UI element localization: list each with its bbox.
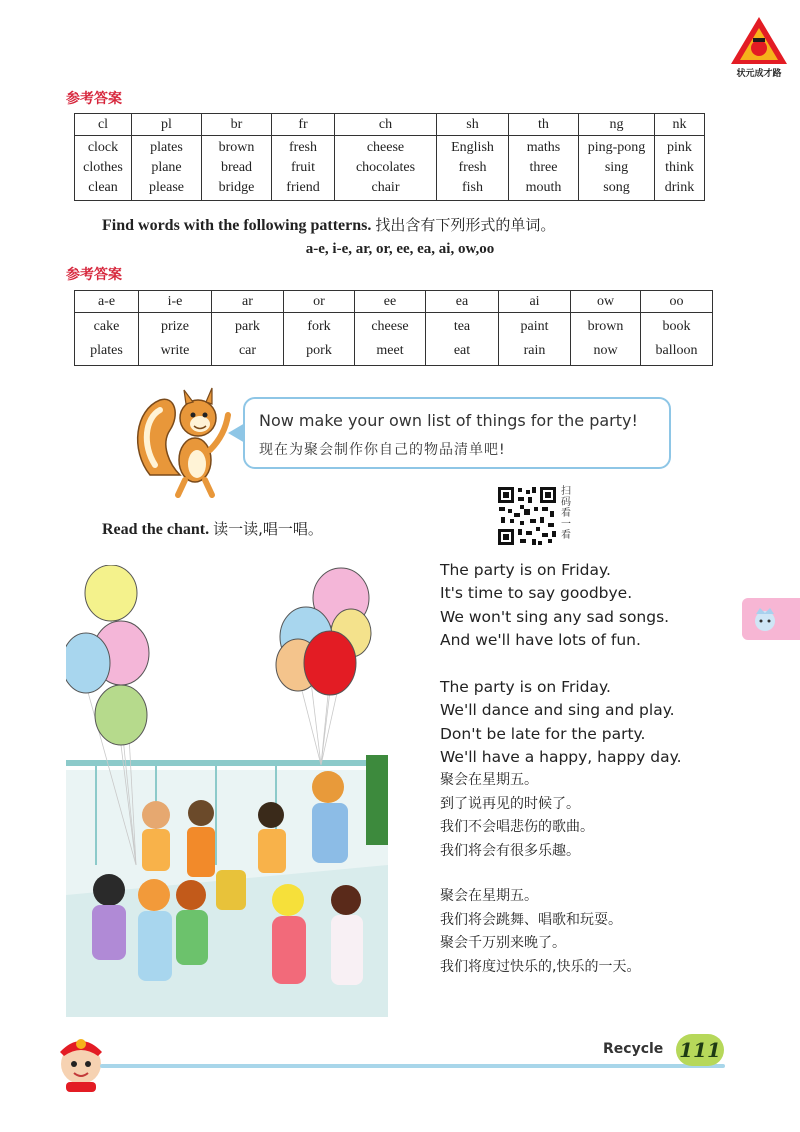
word: drink: [664, 180, 695, 195]
crown-face-icon: [750, 604, 780, 634]
qr-code-icon[interactable]: [496, 485, 558, 547]
word: three: [529, 160, 558, 175]
word-cell: [335, 136, 437, 201]
chant-instruction: [102, 518, 323, 539]
chant-zh-line: 聚会在星期五。: [440, 888, 538, 904]
word: think: [665, 160, 694, 175]
header-cell: ai: [499, 291, 571, 313]
word: pink: [667, 140, 692, 155]
word: clock: [87, 140, 119, 155]
header-cell: ee: [355, 291, 426, 313]
word: fish: [462, 180, 483, 195]
table-header-row: [75, 291, 713, 313]
bubble-text-zh: 现在为聚会制作你自己的物品清单吧!: [259, 442, 506, 458]
header-cell: br: [202, 114, 272, 136]
unit-label: Recycle: [603, 1041, 664, 1057]
chant-line: And we'll have lots of fun.: [440, 631, 641, 650]
logo-triangle-icon: [728, 14, 790, 68]
header-cell: oo: [641, 291, 713, 313]
chant-line: The party is on Friday.: [440, 561, 611, 579]
word-cell: [437, 136, 509, 201]
word-cell: [284, 313, 355, 366]
chant-line: Don't be late for the party.: [440, 724, 646, 743]
word: plates: [150, 140, 183, 155]
header-cell: ow: [571, 291, 641, 313]
word: friend: [286, 180, 320, 195]
chant-line: The party is on Friday.: [440, 678, 611, 696]
word: ping-pong: [587, 140, 646, 155]
publisher-logo: [728, 14, 790, 84]
chant-zh-line: 聚会在星期五。: [440, 772, 538, 788]
word-cell: [509, 136, 579, 201]
word: cheese: [371, 319, 409, 334]
word: cake: [93, 319, 120, 334]
qr-label: 扫码看一看: [561, 486, 571, 541]
word: tea: [453, 319, 471, 334]
answer-label-1: 参考答案: [66, 91, 122, 107]
table-header-row: [75, 114, 705, 136]
word-cell: [272, 136, 335, 201]
header-cell: i-e: [139, 291, 212, 313]
header-cell: or: [284, 291, 355, 313]
word-cell: [139, 313, 212, 366]
chant-verse-1: [440, 559, 740, 653]
word-cell: [202, 136, 272, 201]
party-illustration: [66, 565, 388, 1017]
word: rain: [523, 343, 546, 358]
chant-translation-2: [440, 885, 740, 979]
word: fork: [307, 319, 331, 334]
word: park: [235, 319, 260, 334]
table-row: [75, 136, 705, 201]
word: meet: [376, 343, 404, 358]
read-chant-en: Read the chant.: [102, 521, 210, 538]
word: write: [160, 343, 190, 358]
word: fresh: [289, 140, 317, 155]
header-cell: ng: [579, 114, 655, 136]
word-cell: [641, 313, 713, 366]
word: paint: [520, 319, 549, 334]
page-number: 111: [676, 1034, 724, 1066]
word: maths: [526, 140, 561, 155]
read-chant-zh: 读一读,唱一唱。: [213, 520, 323, 538]
word: clean: [88, 180, 118, 195]
side-tab: [742, 598, 800, 640]
consonant-blend-table: [74, 113, 705, 201]
word: clothes: [83, 160, 123, 175]
chant-translation-1: [440, 769, 740, 863]
chant-verse-2: [440, 676, 740, 770]
header-cell: cl: [75, 114, 132, 136]
header-cell: pl: [132, 114, 202, 136]
answer-label-2: 参考答案: [66, 267, 122, 283]
chant-zh-line: 我们将度过快乐的,快乐的一天。: [440, 958, 641, 975]
word-cell: [75, 313, 139, 366]
word-cell: [212, 313, 284, 366]
word-cell: [499, 313, 571, 366]
instruction-zh: 找出含有下列形式的单词。: [375, 216, 556, 234]
table-row: [75, 313, 713, 366]
word-cell: [579, 136, 655, 201]
speech-bubble: [243, 397, 671, 469]
header-cell: ar: [212, 291, 284, 313]
word: eat: [453, 343, 471, 358]
word-cell: [571, 313, 641, 366]
word: cheese: [366, 140, 405, 155]
word: fruit: [290, 160, 316, 175]
word: mouth: [525, 180, 562, 195]
bubble-text-en: Now make your own list of things for the party!: [259, 411, 638, 430]
header-cell: nk: [655, 114, 705, 136]
word: fresh: [458, 160, 487, 175]
chant-line: It's time to say goodbye.: [440, 584, 633, 603]
word: prize: [161, 319, 189, 334]
word: plane: [151, 160, 182, 175]
footer-line: [100, 1064, 725, 1068]
word: bread: [220, 160, 253, 175]
header-cell: th: [509, 114, 579, 136]
word-cell: [426, 313, 499, 366]
word: brown: [218, 140, 255, 155]
word: chocolates: [355, 160, 416, 175]
logo-text: 状元成才路: [736, 69, 782, 79]
word: pork: [306, 343, 332, 358]
word-cell: [355, 313, 426, 366]
word: chair: [371, 180, 400, 195]
word: please: [149, 180, 184, 195]
instruction-en: Find words with the following patterns.: [102, 217, 372, 234]
chant-zh-line: 到了说再见的时候了。: [440, 795, 580, 812]
header-cell: ch: [335, 114, 437, 136]
chant-zh-line: 我们不会唱悲伤的歌曲。: [440, 819, 594, 836]
mascot-icon: [52, 1030, 110, 1092]
word: now: [593, 343, 618, 358]
word: car: [238, 343, 257, 358]
pattern-instruction: [102, 214, 555, 235]
chant-line: We'll dance and sing and play.: [440, 701, 675, 720]
chant-zh-line: 聚会千万别来晚了。: [440, 935, 566, 952]
chant-line: We won't sing any sad songs.: [440, 607, 670, 626]
word: sing: [604, 160, 629, 175]
chant-zh-line: 我们将会跳舞、唱歌和玩耍。: [440, 911, 622, 928]
header-cell: ea: [426, 291, 499, 313]
chant-line: We'll have a happy, happy day.: [440, 748, 682, 767]
header-cell: fr: [272, 114, 335, 136]
word: bridge: [218, 180, 255, 195]
word: English: [451, 140, 494, 155]
word: song: [603, 180, 630, 195]
word: plates: [90, 343, 123, 358]
word: brown: [587, 319, 624, 334]
word: book: [662, 319, 691, 334]
pattern-list: a-e, i-e, ar, or, ee, ea, ai, ow,oo: [305, 241, 495, 257]
chant-zh-line: 我们将会有很多乐趣。: [440, 842, 580, 859]
word-cell: [132, 136, 202, 201]
word-cell: [655, 136, 705, 201]
header-cell: sh: [437, 114, 509, 136]
vowel-pattern-table: [74, 290, 713, 366]
word-cell: [75, 136, 132, 201]
squirrel-illustration: [130, 380, 240, 500]
header-cell: a-e: [75, 291, 139, 313]
word: balloon: [655, 343, 698, 358]
